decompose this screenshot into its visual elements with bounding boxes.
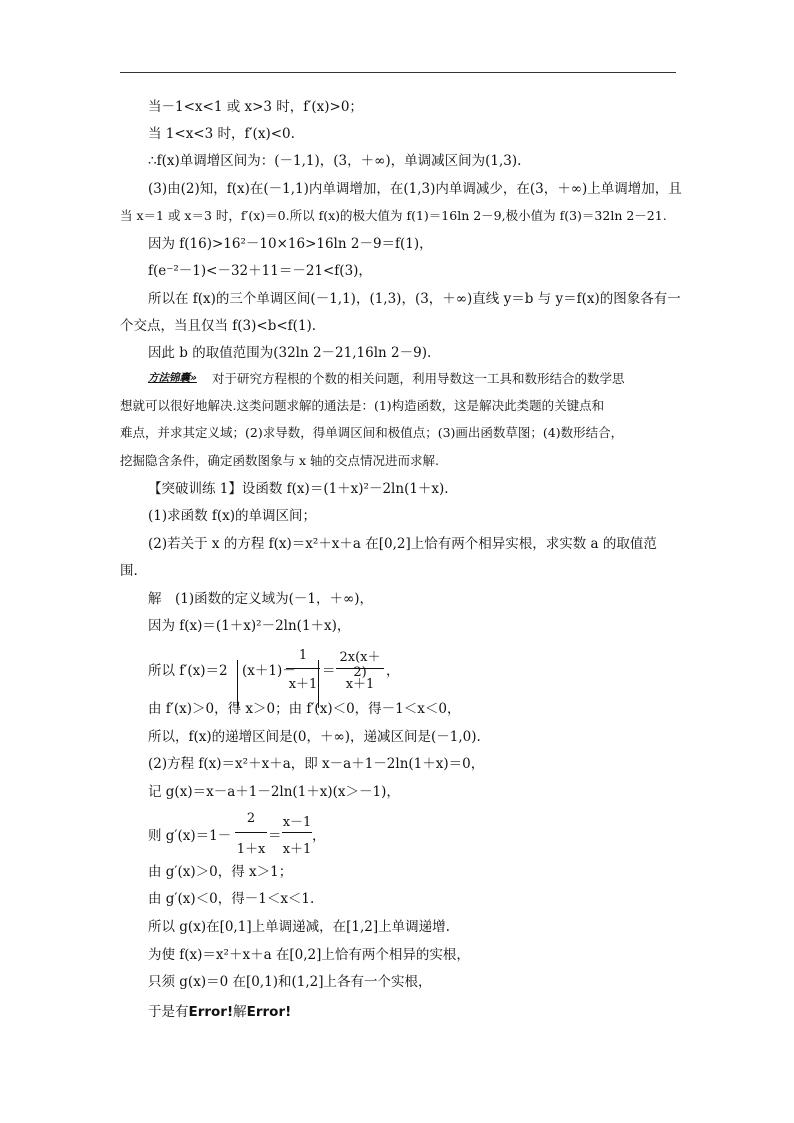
method-tip-text: 想就可以很好地解决.这类问题求解的通法是：(1)构造函数，这是解决此类题的关键点和 [120,398,605,413]
fraction-bar [235,832,267,833]
text-line: 当－1<x<1 或 x>3 时，f′(x)>0； [148,99,363,115]
formula-equals: ＝ [322,663,336,679]
fraction-denominator: 1＋x [236,842,266,857]
solution-line: 由 g′(x)＜0，得－1＜x＜1. [148,891,315,907]
text-line: 个交点，当且仅当 f(3)<b<f(1). [120,318,317,334]
solution-line: 由 g′(x)＞0，得 x＞1； [148,864,293,880]
text-line: f(e⁻²－1)<－32＋11＝－21<f(3)， [148,263,372,279]
solution-line: (2)方程 f(x)＝x²＋x＋a，即 x－a＋1－2ln(1＋x)＝0， [148,756,485,772]
conclusion-mid: 解 [233,1004,247,1020]
exercise-title: 【突破训练 1】设函数 f(x)＝(1＋x)²－2ln(1＋x). [148,481,449,497]
method-tip-text: 难点，并求其定义域；(2)求导数，得单调区间和极值点；(3)画出函数草图；(4)数形结合， [120,425,624,440]
fraction-denominator: x＋1 [345,677,375,692]
fraction-denominator: x＋1 [288,677,318,692]
text-line: (3)由(2)知，f(x)在(－1,1)内单调增加，在(1,3)内单调减少，在(3，＋∞)上单调增加，且 [148,181,682,197]
solution-line: 只须 g(x)＝0 在[0,1)和(1,2]上各有一个实根， [148,974,432,990]
fraction-numerator: x－1 [282,815,312,830]
text-line: 当 x＝1 或 x＝3 时，f′(x)＝0.所以 f(x)的极大值为 f(1)＝16ln 2－9,极小值为 f(3)＝32ln 2－21. [120,208,667,223]
text-line: 因此 b 的取值范围为(32ln 2－21,16ln 2－9). [148,345,432,361]
solution-line: 因为 f(x)＝(1＋x)²－2ln(1＋x)， [148,618,351,634]
solution-line: 所以，f(x)的递增区间是(0，＋∞)，递减区间是(－1,0). [148,729,481,745]
fraction-numerator: 1 [298,648,308,663]
text-line: 因为 f(16)>16²－10×16>16ln 2－9＝f(1)， [148,236,433,252]
solution-line: 为使 f(x)＝x²＋x＋a 在[0,2]上恰有两个相异的实根， [148,947,470,963]
text-line: 当 1<x<3 时，f′(x)<0. [148,126,295,142]
exercise-question: (1)求函数 f(x)的单调区间； [148,508,317,524]
method-tip-text: 对于研究方程根的个数的相关问题，利用导数这一工具和数形结合的数学思 [212,371,625,386]
formula-equals: ＝ [268,828,282,844]
formula-inner: (x＋1)－ [242,663,296,679]
solution-line: 记 g(x)＝x－a＋1－2ln(1＋x)(x＞－1)， [148,784,400,800]
error-placeholder: Error! [246,1004,292,1020]
fraction-bar [282,832,312,833]
fraction-numerator: 2 [246,811,256,826]
fraction-bar [336,668,384,669]
solution-conclusion [148,1003,291,1021]
solution-line: 由 f′(x)＞0，得 x＞0；由 f′(x)＜0，得－1＜x＜0， [148,701,461,717]
fraction-denominator: x＋1 [282,842,312,857]
method-tip-text: 挖掘隐含条件，确定函数图象与 x 轴的交点情况进而求解. [120,453,439,468]
formula-prefix: 所以 f′(x)＝2 [148,663,228,679]
text-line: ∴f(x)单调增区间为：(－1,1)，(3，＋∞)，单调减区间为(1,3). [148,153,522,169]
error-placeholder: Error! [188,1004,234,1020]
exercise-question: (2)若关于 x 的方程 f(x)＝x²＋x＋a 在[0,2]上恰有两个相异实根，求实数 a 的取值范 [148,536,657,552]
conclusion-prefix: 于是有 [148,1004,189,1020]
formula-end: ， [386,663,400,679]
fraction-bar [286,668,320,669]
fraction-numerator: 2x(x＋2) [339,650,381,680]
header-rule [120,72,676,73]
solution-line: 所以 g(x)在[0,1]上单调递减，在[1,2]上单调递增. [148,919,450,935]
formula-prefix: 则 g′(x)＝1－ [148,828,232,844]
formula-end: ， [312,828,326,844]
method-tip-badge: 方法锦囊» [148,372,197,384]
exercise-question: 围. [120,563,138,579]
text-line: 所以在 f(x)的三个单调区间(－1,1)，(1,3)，(3，＋∞)直线 y＝b 与 y＝f(x)的图象各有一 [148,291,681,307]
solution-line: 解 (1)函数的定义域为(－1，＋∞)， [148,591,373,607]
